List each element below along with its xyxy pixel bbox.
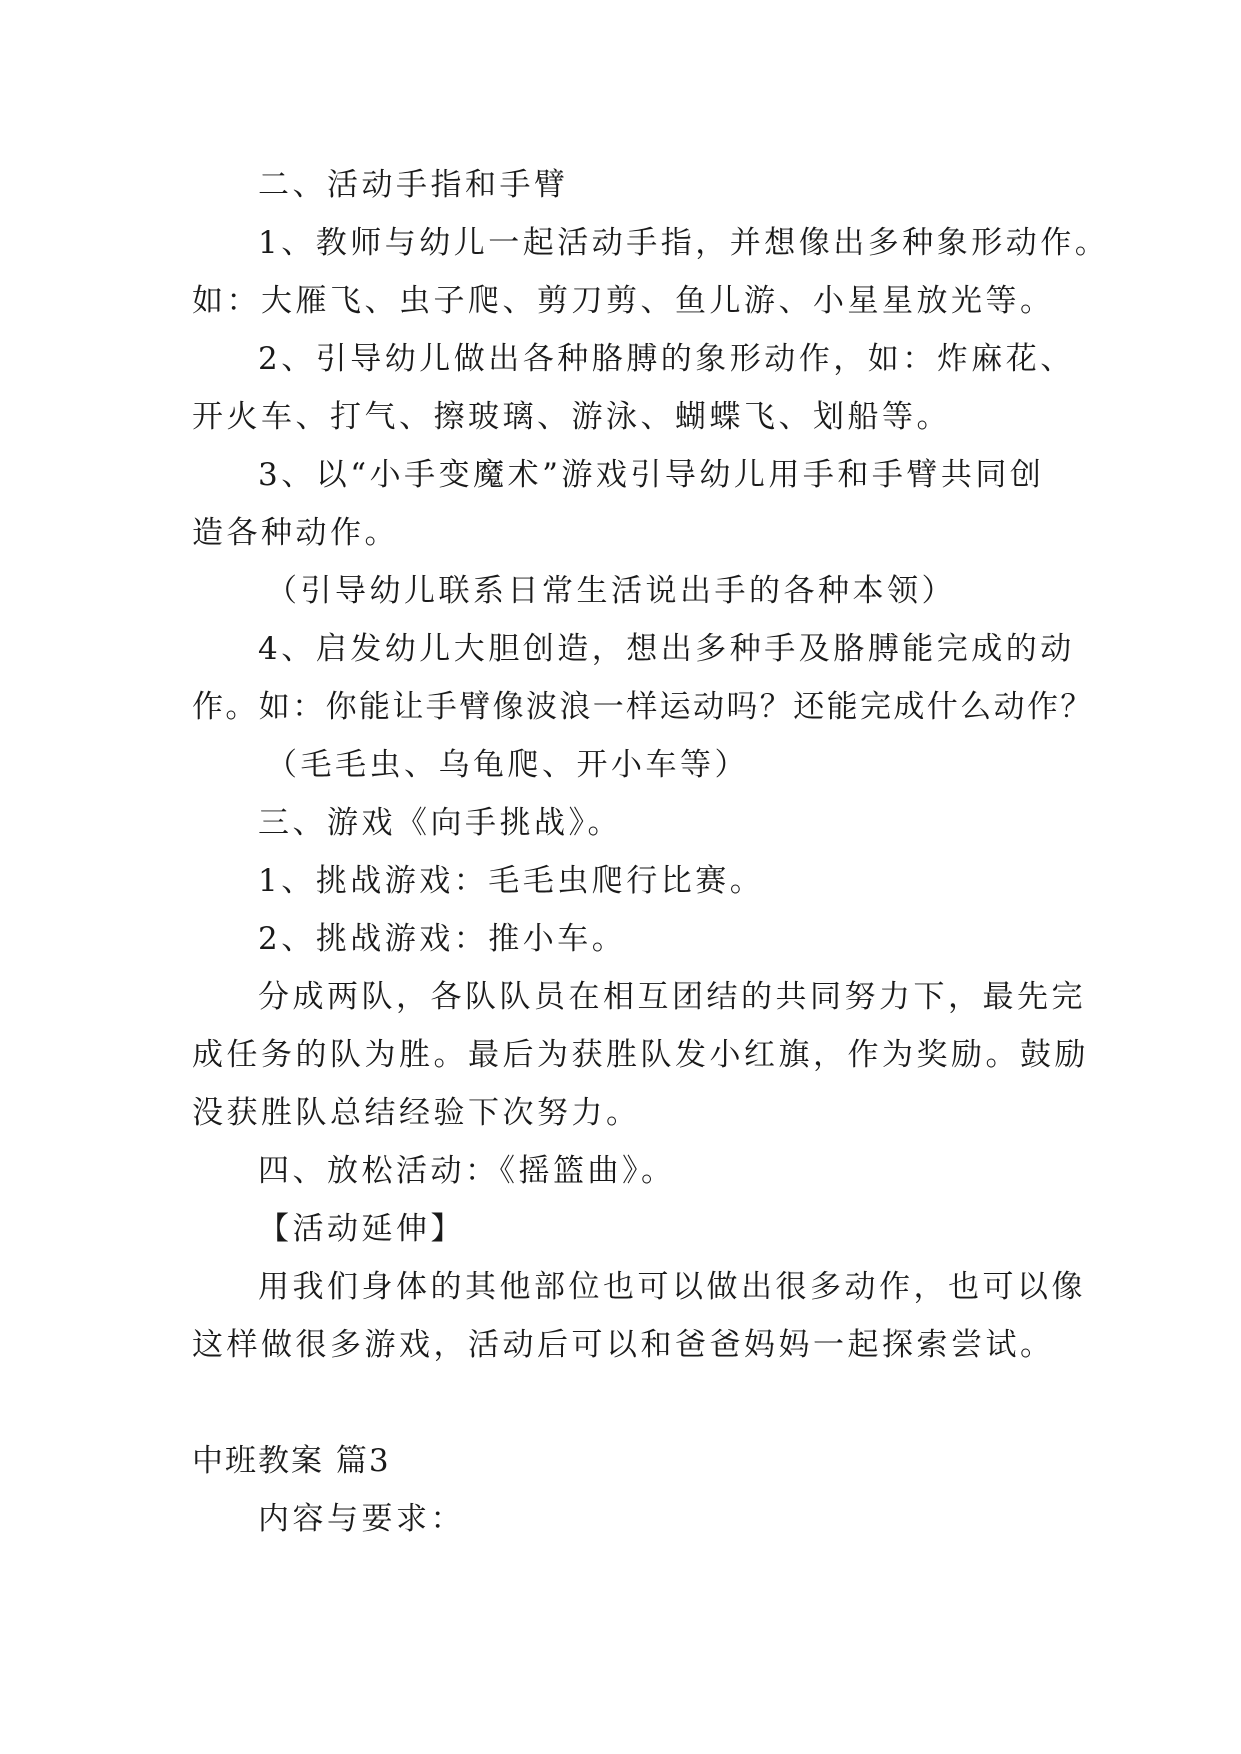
paragraph-line: 4、启发幼儿大胆创造，想出多种手及胳膊能完成的动 (258, 631, 1075, 667)
lesson-plan-title: 中班教案 篇3 (192, 1443, 391, 1479)
paragraph-line: 分成两队，各队队员在相互团结的共同努力下，最先完 (258, 979, 1086, 1015)
paragraph-line: 开火车、打气、擦玻璃、游泳、蝴蝶飞、划船等。 (192, 399, 951, 435)
paragraph-line: 这样做很多游戏，活动后可以和爸爸妈妈一起探索尝试。 (192, 1327, 1055, 1363)
paragraph-line: 造各种动作。 (192, 515, 399, 551)
paragraph-line: 如：大雁飞、虫子爬、剪刀剪、鱼儿游、小星星放光等。 (192, 283, 1055, 319)
section-heading-finger-arm-activity: 二、活动手指和手臂 (258, 167, 569, 203)
paragraph-line: 1、教师与幼儿一起活动手指，并想像出多种象形动作。 (258, 225, 1110, 261)
paragraph-line: 没获胜队总结经验下次努力。 (192, 1095, 641, 1131)
paragraph-line: 用我们身体的其他部位也可以做出很多动作，也可以像 (258, 1269, 1086, 1305)
paragraph-line: 3、以“小手变魔术”游戏引导幼儿用手和手臂共同创 (258, 457, 1045, 493)
paragraph-line: 成任务的队为胜。最后为获胜队发小红旗，作为奖励。鼓励 (192, 1037, 1089, 1073)
paragraph-line: 1、挑战游戏：毛毛虫爬行比赛。 (258, 863, 765, 899)
section-heading-game: 三、游戏《向手挑战》。 (258, 805, 622, 841)
section-heading-relax-activity: 四、放松活动：《摇篮曲》。 (258, 1153, 676, 1189)
paragraph-line: 2、引导幼儿做出各种胳膊的象形动作，如：炸麻花、 (258, 341, 1075, 377)
section-heading-content-requirements: 内容与要求： (258, 1501, 465, 1537)
paragraph-line: 作。如：你能让手臂像波浪一样运动吗？还能完成什么动作？ (192, 689, 1094, 725)
paragraph-line: 2、挑战游戏：推小车。 (258, 921, 627, 957)
paragraph-line-note: （毛毛虫、乌龟爬、开小车等） (266, 747, 749, 783)
paragraph-line-note: （引导幼儿联系日常生活说出手的各种本领） (266, 573, 956, 609)
section-heading-activity-extension: 【活动延伸】 (258, 1211, 465, 1247)
